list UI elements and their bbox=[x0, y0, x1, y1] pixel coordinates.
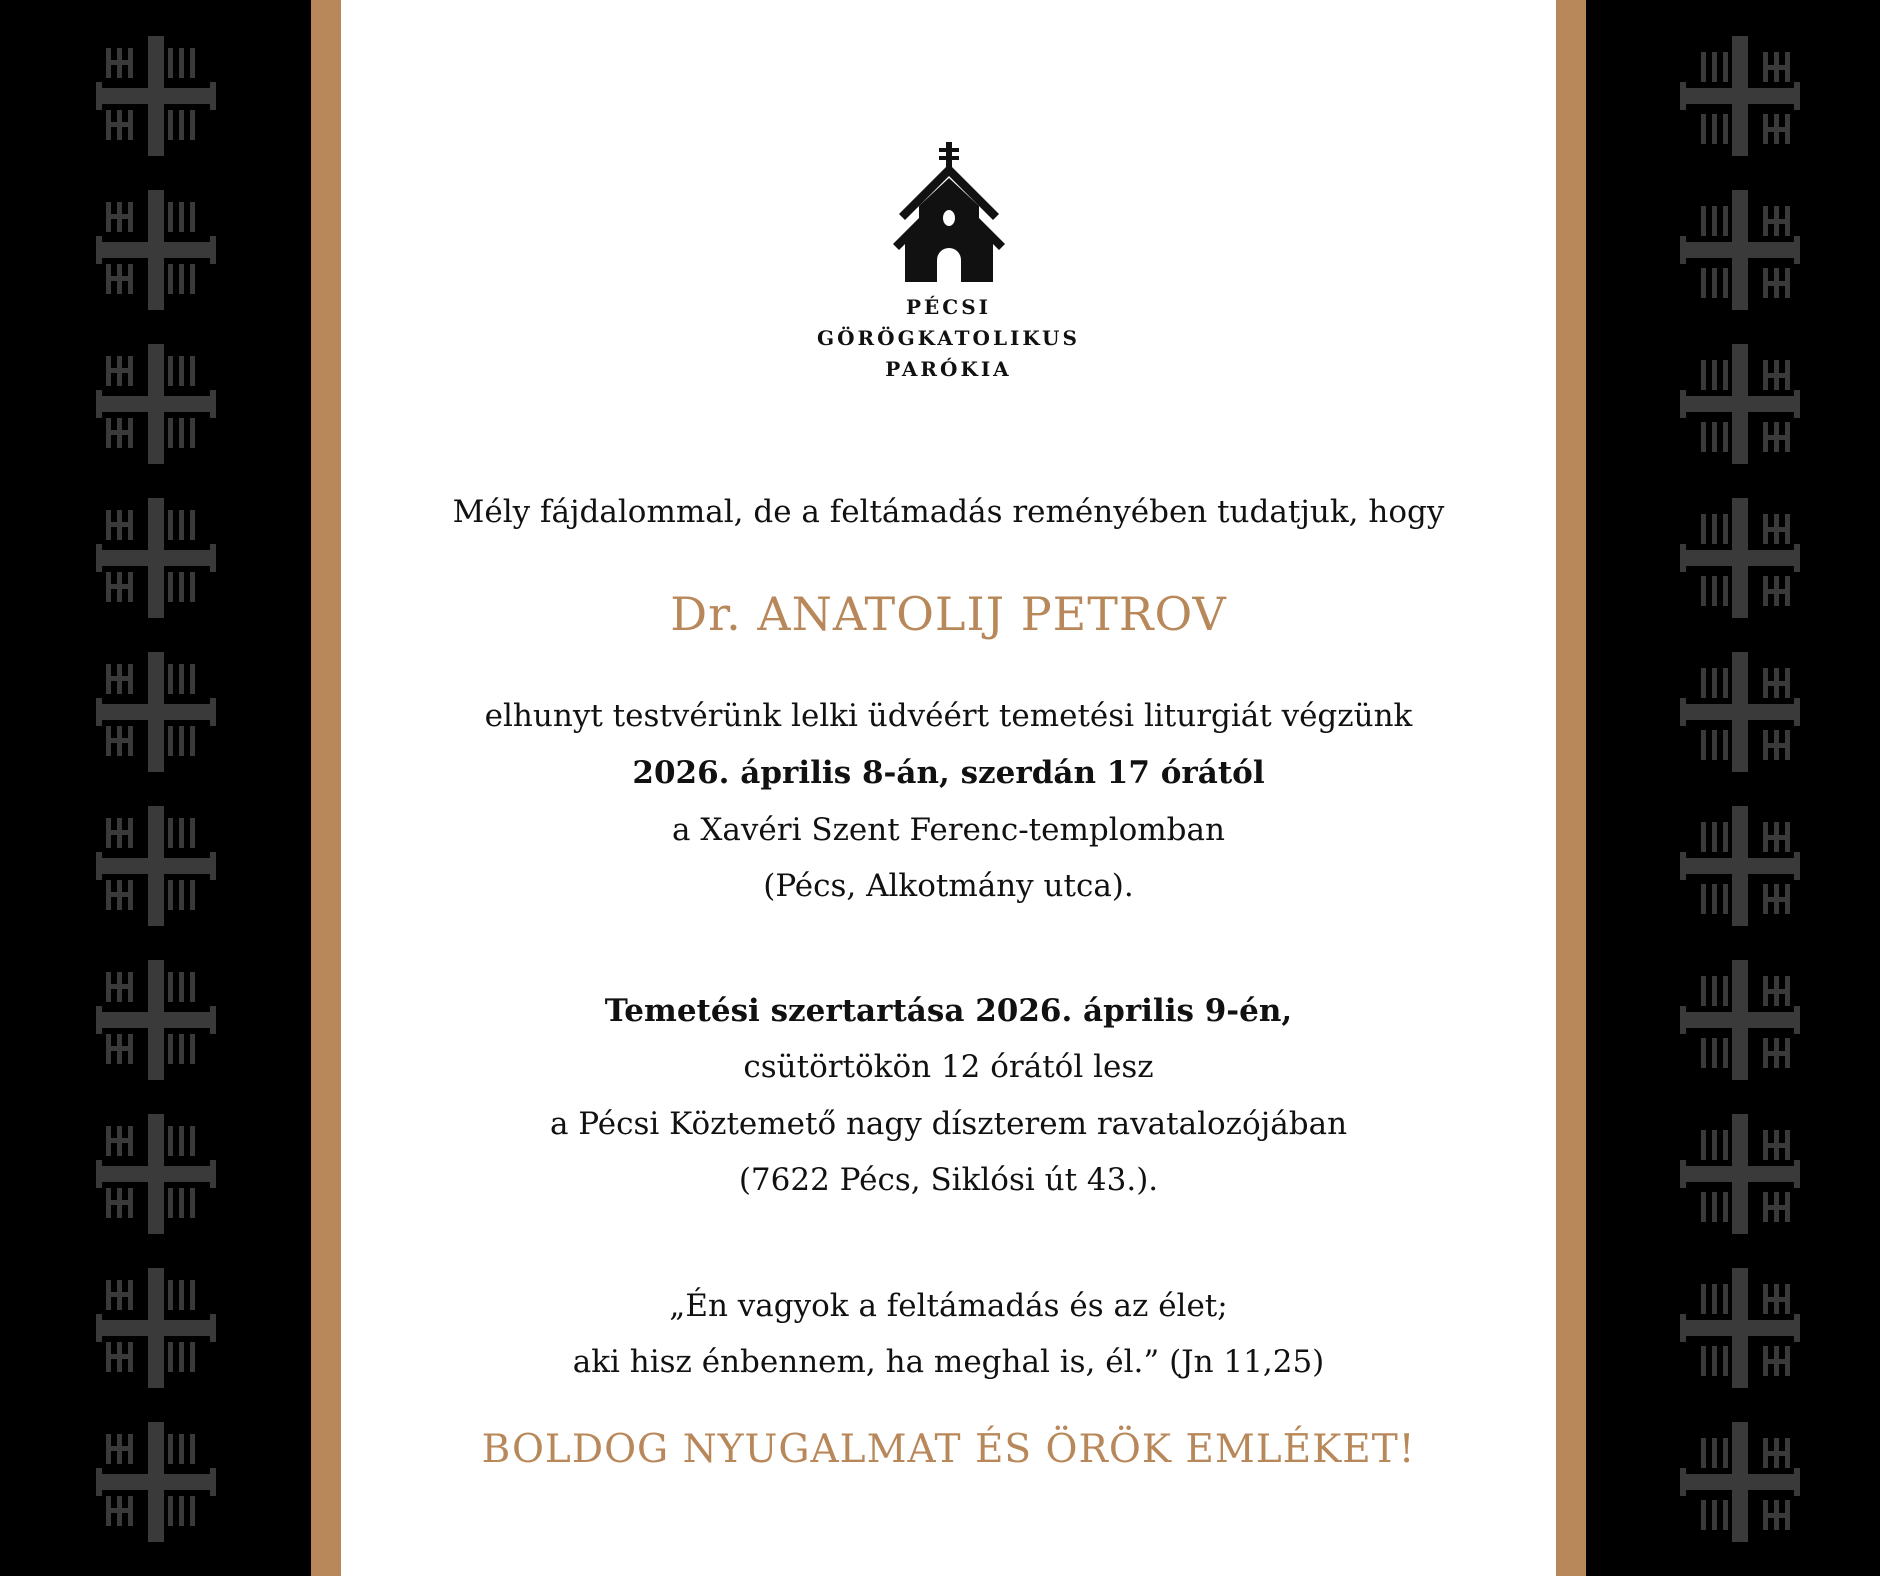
right-decor-strip bbox=[1586, 0, 1880, 1576]
funeral-place: a Pécsi Köztemető nagy díszterem ravatalozójában bbox=[549, 1106, 1348, 1142]
ic-xc-ni-ka-cross-icon bbox=[96, 36, 216, 156]
deceased-name: Dr. ANATOLIJ PETROV bbox=[670, 587, 1227, 641]
liturgy-address: (Pécs, Alkotmány utca). bbox=[763, 868, 1134, 904]
ic-xc-ni-ka-cross-icon bbox=[1680, 652, 1800, 772]
bible-quote-line-1: „Én vagyok a feltámadás és az élet; bbox=[669, 1288, 1228, 1324]
right-accent-band bbox=[1556, 0, 1586, 1576]
church-icon bbox=[889, 142, 1009, 282]
ic-xc-ni-ka-cross-icon bbox=[96, 1268, 216, 1388]
ic-xc-ni-ka-cross-icon bbox=[96, 344, 216, 464]
parish-name-line-2: GÖRÖGKATOLIKUS bbox=[817, 326, 1080, 350]
ic-xc-ni-ka-cross-icon bbox=[96, 652, 216, 772]
ic-xc-ni-ka-cross-icon bbox=[1680, 498, 1800, 618]
left-decor-strip bbox=[0, 0, 311, 1576]
ic-xc-ni-ka-cross-icon bbox=[1680, 190, 1800, 310]
ic-xc-ni-ka-cross-icon bbox=[1680, 344, 1800, 464]
ic-xc-ni-ka-cross-icon bbox=[96, 806, 216, 926]
ic-xc-ni-ka-cross-icon bbox=[96, 1114, 216, 1234]
farewell-text: BOLDOG NYUGALMAT ÉS ÖRÖK EMLÉKET! bbox=[481, 1427, 1416, 1472]
ic-xc-ni-ka-cross-icon bbox=[1680, 960, 1800, 1080]
left-accent-band bbox=[311, 0, 341, 1576]
funeral-time: csütörtökön 12 órától lesz bbox=[743, 1049, 1154, 1085]
liturgy-place: a Xavéri Szent Ferenc-templomban bbox=[672, 812, 1225, 848]
funeral-address: (7622 Pécs, Siklósi út 43.). bbox=[738, 1162, 1159, 1198]
liturgy-date: 2026. április 8-án, szerdán 17 órától bbox=[632, 755, 1265, 791]
ic-xc-ni-ka-cross-icon bbox=[1680, 806, 1800, 926]
bible-quote-line-2: aki hisz énbennem, ha meghal is, él.” (Jn 11,25) bbox=[572, 1344, 1325, 1380]
ic-xc-ni-ka-cross-icon bbox=[96, 960, 216, 1080]
ic-xc-ni-ka-cross-icon bbox=[1680, 36, 1800, 156]
ic-xc-ni-ka-cross-icon bbox=[1680, 1268, 1800, 1388]
ic-xc-ni-ka-cross-icon bbox=[1680, 1422, 1800, 1542]
parish-name-line-3: PARÓKIA bbox=[885, 357, 1012, 381]
notice-panel bbox=[341, 0, 1556, 1576]
liturgy-line: elhunyt testvérünk lelki üdvéért temetési liturgiát végzünk bbox=[484, 698, 1413, 734]
ic-xc-ni-ka-cross-icon bbox=[96, 498, 216, 618]
ic-xc-ni-ka-cross-icon bbox=[1680, 1114, 1800, 1234]
ic-xc-ni-ka-cross-icon bbox=[96, 190, 216, 310]
parish-name-line-1: PÉCSI bbox=[906, 295, 991, 319]
ic-xc-ni-ka-cross-icon bbox=[96, 1422, 216, 1542]
intro-text: Mély fájdalommal, de a feltámadás reményében tudatjuk, hogy bbox=[452, 494, 1445, 530]
funeral-date: Temetési szertartása 2026. április 9-én, bbox=[604, 993, 1293, 1029]
